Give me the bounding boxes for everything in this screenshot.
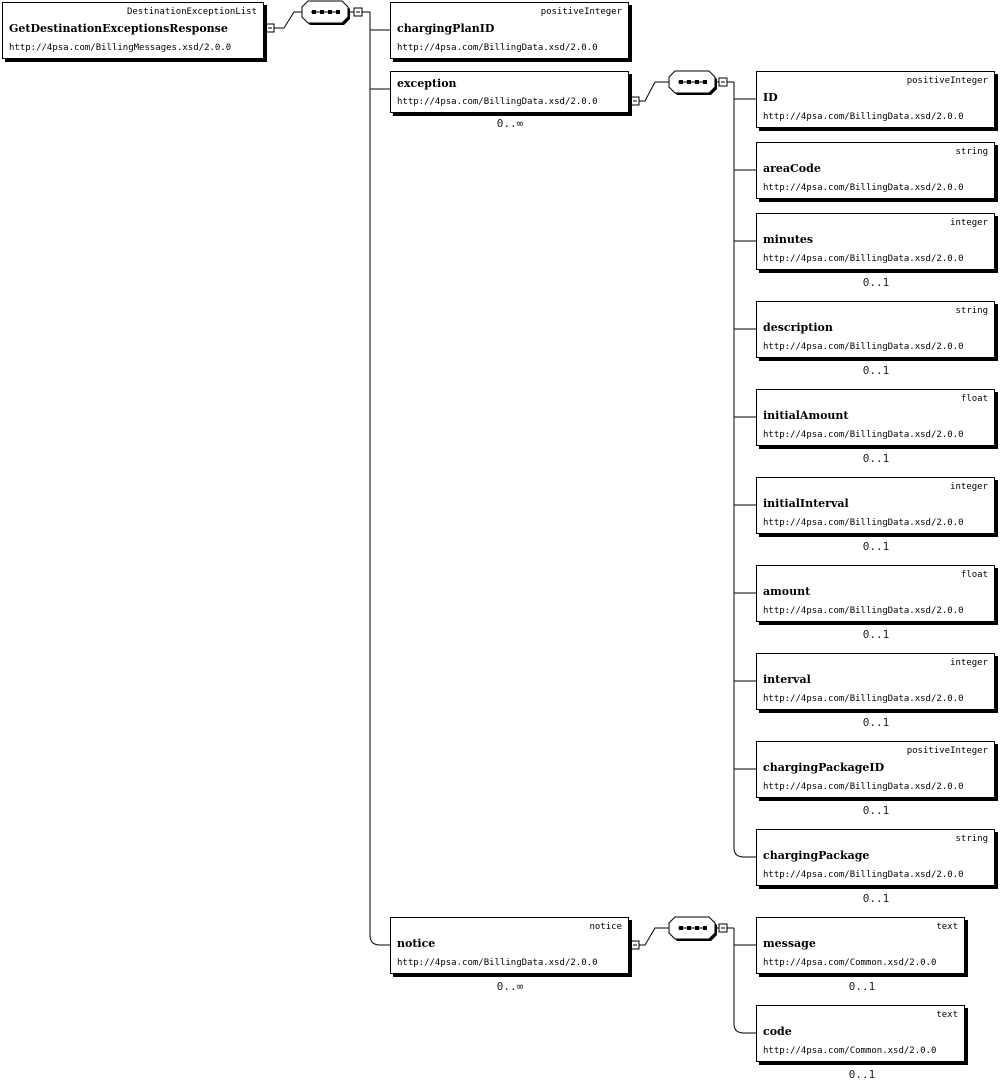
element-namespace: http://4psa.com/BillingData.xsd/2.0.0	[397, 97, 598, 107]
collapse-toggle-icon[interactable]	[266, 24, 274, 32]
element-namespace: http://4psa.com/BillingData.xsd/2.0.0	[763, 342, 964, 352]
element-name: initialInterval	[763, 497, 849, 510]
element-name: code	[763, 1025, 792, 1038]
element-name: message	[763, 937, 816, 950]
element-name: chargingPackage	[763, 849, 870, 862]
element-namespace: http://4psa.com/BillingMessages.xsd/2.0.0	[9, 43, 232, 53]
element-type: notice	[589, 922, 622, 932]
element-type: integer	[950, 482, 988, 492]
element-type: positiveInteger	[906, 746, 988, 756]
element-box-amount[interactable]	[756, 565, 995, 622]
element-name: initialAmount	[763, 409, 849, 422]
cardinality-label: 0..∞	[496, 117, 524, 130]
element-type: text	[936, 922, 958, 932]
element-namespace: http://4psa.com/BillingData.xsd/2.0.0	[763, 518, 964, 528]
element-name: description	[763, 321, 833, 334]
sequence-compositor-icon	[302, 1, 350, 25]
sequence-compositor-icon	[669, 71, 717, 95]
element-namespace: http://4psa.com/BillingData.xsd/2.0.0	[397, 958, 598, 968]
cardinality-label: 0..1	[862, 804, 890, 817]
element-type: integer	[950, 218, 988, 228]
cardinality-label: 0..1	[862, 716, 890, 729]
element-name: exception	[397, 77, 457, 90]
element-namespace: http://4psa.com/BillingData.xsd/2.0.0	[397, 43, 598, 53]
element-namespace: http://4psa.com/BillingData.xsd/2.0.0	[763, 183, 964, 193]
collapse-toggle-icon[interactable]	[354, 8, 362, 16]
cardinality-label: 0..1	[862, 364, 890, 377]
element-type: integer	[950, 658, 988, 668]
element-namespace: http://4psa.com/BillingData.xsd/2.0.0	[763, 254, 964, 264]
element-namespace: http://4psa.com/BillingData.xsd/2.0.0	[763, 870, 964, 880]
element-box-code[interactable]	[756, 1005, 965, 1062]
element-namespace: http://4psa.com/Common.xsd/2.0.0	[763, 1046, 937, 1056]
cardinality-label: 0..1	[862, 540, 890, 553]
element-namespace: http://4psa.com/Common.xsd/2.0.0	[763, 958, 937, 968]
collapse-toggle-icon[interactable]	[631, 97, 639, 105]
connector-line	[370, 935, 390, 945]
element-type: float	[960, 570, 988, 580]
element-type: positiveInteger	[540, 7, 622, 17]
element-type: string	[955, 147, 988, 157]
element-type: text	[936, 1010, 958, 1020]
element-name: minutes	[763, 233, 814, 246]
element-type: string	[955, 834, 988, 844]
connector-line	[734, 1024, 756, 1033]
cardinality-label: 0..1	[862, 892, 890, 905]
element-name: areaCode	[763, 162, 821, 175]
element-namespace: http://4psa.com/BillingData.xsd/2.0.0	[763, 112, 964, 122]
cardinality-label: 0..1	[862, 628, 890, 641]
element-box-initialInterval[interactable]	[756, 477, 995, 534]
element-box-notice[interactable]	[390, 917, 629, 974]
element-type: positiveInteger	[906, 76, 988, 86]
connector-line	[639, 82, 669, 101]
element-box-interval[interactable]	[756, 653, 995, 710]
element-box-chargingPackageID[interactable]	[756, 741, 995, 798]
element-box-ID[interactable]	[756, 71, 995, 128]
collapse-toggle-icon[interactable]	[631, 941, 639, 949]
connector-line	[639, 928, 669, 945]
element-namespace: http://4psa.com/BillingData.xsd/2.0.0	[763, 606, 964, 616]
element-box-chargingPackage[interactable]	[756, 829, 995, 886]
element-box-description[interactable]	[756, 301, 995, 358]
element-box-initialAmount[interactable]	[756, 389, 995, 446]
element-namespace: http://4psa.com/BillingData.xsd/2.0.0	[763, 782, 964, 792]
element-name: chargingPackageID	[763, 761, 885, 774]
cardinality-label: 0..∞	[496, 980, 524, 993]
element-box-exception[interactable]	[390, 71, 629, 113]
element-name: chargingPlanID	[397, 22, 495, 35]
collapse-toggle-icon[interactable]	[719, 78, 727, 86]
cardinality-label: 0..1	[862, 276, 890, 289]
connector-line	[734, 848, 756, 857]
cardinality-label: 0..1	[848, 980, 876, 993]
cardinality-label: 0..1	[862, 452, 890, 465]
element-name: interval	[763, 673, 811, 686]
element-box-chargingPlanID[interactable]	[390, 2, 629, 59]
element-box-root[interactable]	[2, 2, 264, 59]
element-name: GetDestinationExceptionsResponse	[9, 22, 228, 35]
element-name: notice	[397, 937, 436, 950]
element-box-message[interactable]	[756, 917, 965, 974]
element-type: float	[960, 394, 988, 404]
element-box-areaCode[interactable]	[756, 142, 995, 199]
sequence-compositor-icon	[669, 917, 717, 941]
element-namespace: http://4psa.com/BillingData.xsd/2.0.0	[763, 430, 964, 440]
cardinality-label: 0..1	[848, 1068, 876, 1081]
element-type: string	[955, 306, 988, 316]
element-box-minutes[interactable]	[756, 213, 995, 270]
element-namespace: http://4psa.com/BillingData.xsd/2.0.0	[763, 694, 964, 704]
element-name: amount	[763, 585, 811, 598]
collapse-toggle-icon[interactable]	[719, 924, 727, 932]
connector-line	[274, 12, 302, 28]
element-type: DestinationExceptionList	[126, 7, 257, 17]
element-name: ID	[763, 91, 778, 104]
